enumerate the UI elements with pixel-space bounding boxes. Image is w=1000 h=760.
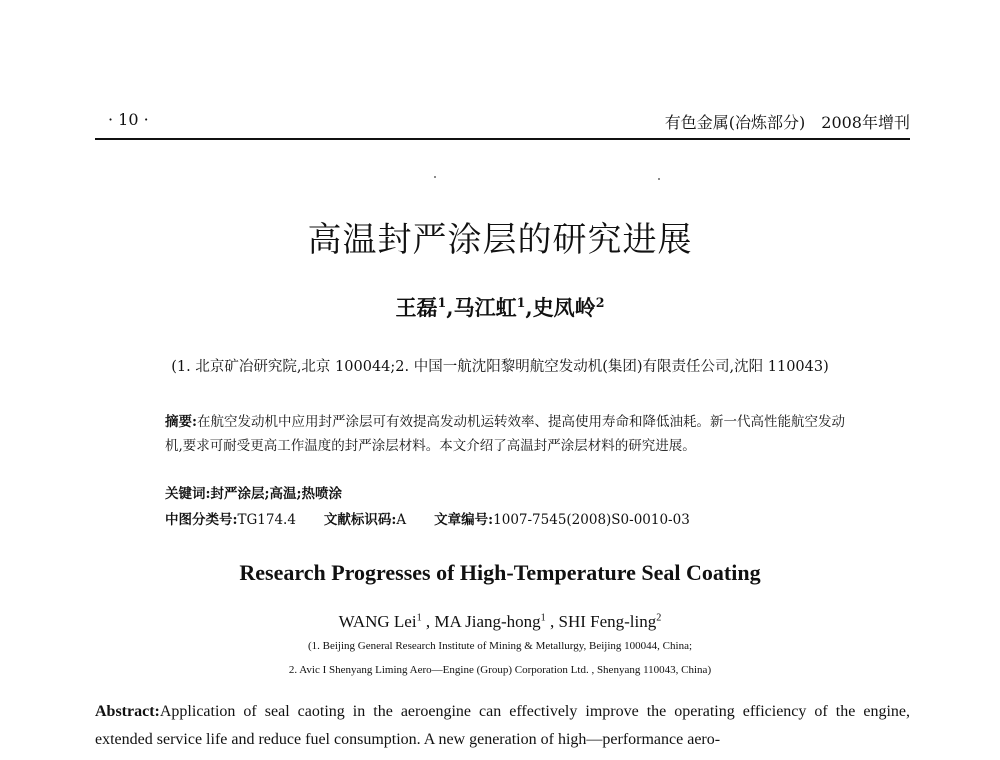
affiliation-mark: 1 xyxy=(437,295,447,310)
abstract-chinese xyxy=(165,410,845,458)
author-name: 王磊 xyxy=(395,295,438,320)
abstract-english xyxy=(95,698,910,754)
page-number: · 10 · xyxy=(108,110,149,129)
article-number-value: 1007-7545(2008)S0-0010-03 xyxy=(493,512,690,528)
scan-speck xyxy=(658,178,660,180)
affiliation-chinese: (1. 北京矿冶研究院,北京 100044;2. 中国一航沈阳黎明航空发动机(集团)有限责任公司,沈阳 110043) xyxy=(171,359,829,375)
affiliation-mark: 1 xyxy=(540,612,546,624)
affiliation-english-line2: 2. Avic I Shenyang Liming Aero—Engine (Group) Corporation Ltd. , Shenyang 110043, China) xyxy=(288,664,712,676)
authors-english: WANG Lei$^1$ , MA Jiang-hong$^1$ , SHI Feng-ling$^2$ xyxy=(338,612,662,631)
affiliation-mark: 1 xyxy=(416,612,422,624)
clc-value: TG174.4 xyxy=(237,512,296,528)
scan-speck xyxy=(434,176,436,178)
authors-chinese: 王磊$^1$,马江虹$^1$,史凤岭$^2$ xyxy=(395,295,605,320)
title-chinese: 高温封严涂层的研究进展 xyxy=(307,220,693,260)
affiliation-mark: 1 xyxy=(516,295,526,310)
affiliation-english-line1: (1. Beijing General Research Institute of Mining & Metallurgy, Beijing 100044, China; xyxy=(307,640,693,652)
author-name: SHI Feng-ling xyxy=(558,612,657,631)
abstract-text: Application of seal caoting in the aeroengine can effectively improve the operating efficiency of the engine, extended service life and reduce fuel consumption. A new generation of high—performance aero- xyxy=(95,703,910,748)
abstract-label: 摘要: xyxy=(165,414,197,430)
affiliation-mark: 2 xyxy=(656,612,662,624)
abstract-text: 在航空发动机中应用封严涂层可有效提高发动机运转效率、提高使用寿命和降低油耗。新一代高性能航空发动机,要求可耐受更高工作温度的封严涂层材料。本文介绍了高温封严涂层材料的研究进展。 xyxy=(165,414,845,454)
author-name: 史凤岭 xyxy=(532,295,596,320)
keywords-text: 封严涂层;高温;热喷涂 xyxy=(210,486,342,502)
abstract-label: Abstract: xyxy=(95,703,160,720)
journal-header: 有色金属(冶炼部分) 2008年增刊 xyxy=(664,113,910,132)
title-english: Research Progresses of High-Temperature Seal Coating xyxy=(239,560,761,585)
header-rule xyxy=(95,138,910,140)
author-name: 马江虹 xyxy=(453,295,517,320)
doc-code-value: A xyxy=(396,512,407,528)
keywords-label: 关键词: xyxy=(165,486,211,502)
keywords-chinese xyxy=(165,482,342,502)
affiliation-mark: 2 xyxy=(595,295,605,310)
article-number-label: 文章编号: xyxy=(434,512,494,528)
classification-line xyxy=(165,508,690,528)
clc-label: 中图分类号: xyxy=(165,512,238,528)
author-name: MA Jiang-hong xyxy=(434,612,541,631)
doc-code-label: 文献标识码: xyxy=(323,512,397,528)
author-name: WANG Lei xyxy=(338,612,417,631)
